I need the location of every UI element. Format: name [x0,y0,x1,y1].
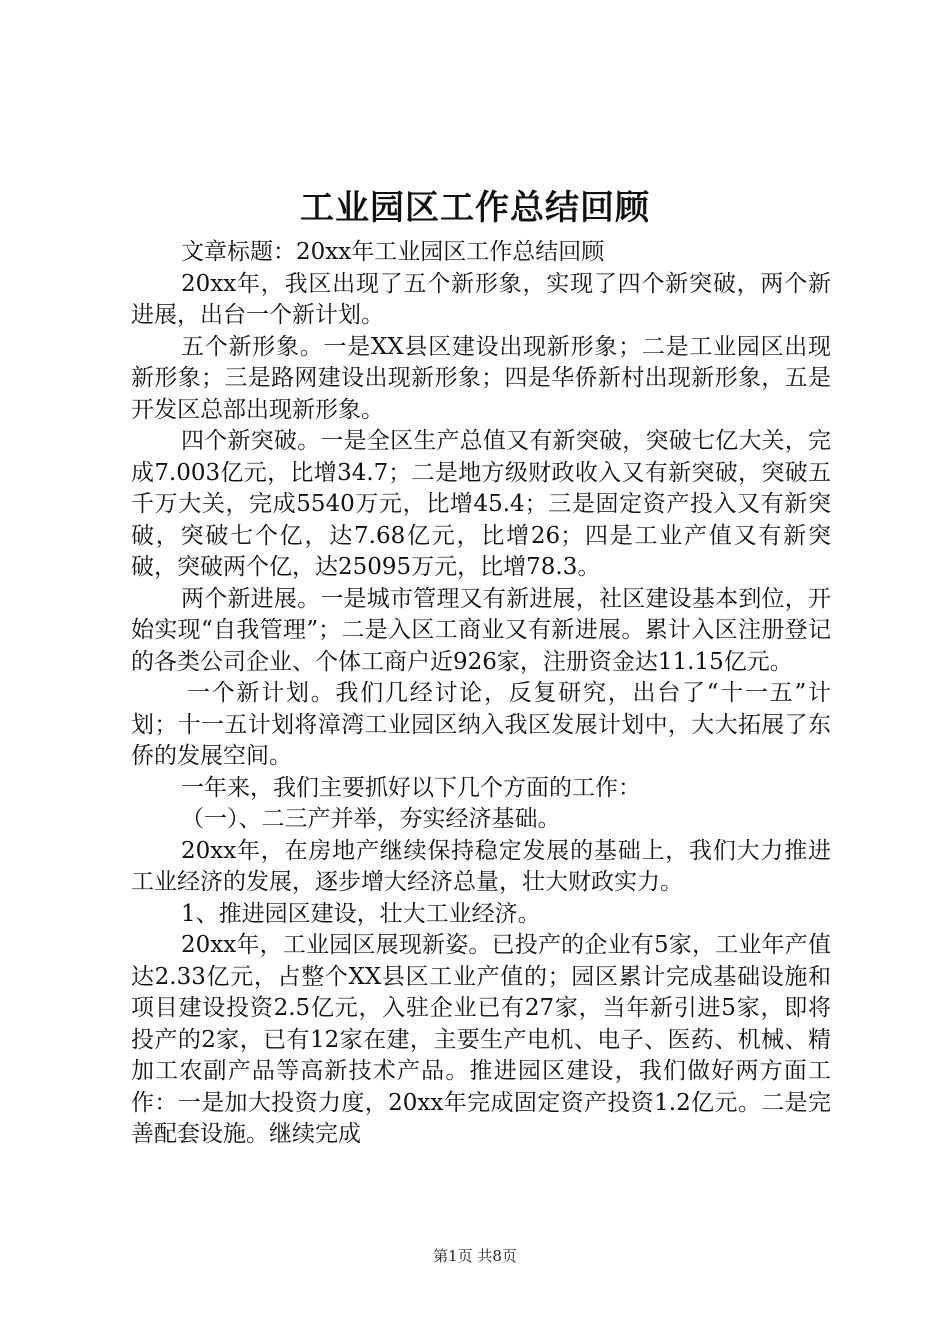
section-heading-1: （一）、二三产并举，夯实经济基础。 [181,806,561,832]
paragraph-work-intro: 一年来，我们主要抓好以下几个方面的工作： [181,774,641,801]
page-number-footer: 第1页 共8页 [433,1247,517,1265]
paragraph-two-progress: 两个新进展。一是城市管理又有新进展，社区建设基本到位，开始实现“自我管理”；二是入区工商业又有新进展。累计入区注册登记的各类公司企业、个体工商户近926家，注册资金达11.15亿元。 [131,585,831,675]
document-title: 工业园区工作总结回顾 [300,188,650,228]
paragraph-industry-economy: 20xx年，在房地产继续保持稳定发展的基础上，我们大力推进工业经济的发展，逐步增大经济总量，壮大财政实力。 [131,837,831,895]
paragraph-five-images: 五个新形象。一是XX县区建设出现新形象；二是工业园区出现新形象；三是路网建设出现新形象；四是华侨新村出现新形象，五是开发区总部出现新形象。 [131,333,831,423]
paragraph-article-title: 文章标题：20xx年工业园区工作总结回顾 [181,239,605,265]
document-body [131,237,831,1151]
paragraph-park-development: 20xx年，工业园区展现新姿。已投产的企业有5家，工业年产值达2.33亿元，占整个XX县区工业产值的；园区累计完成基础设施和项目建设投资2.5亿元，入驻企业已有27家，当年新引进5家，即将投产的2家，已有12家在建，主要生产电机、电子、医药、机械、精加工农副产品等高新技术产品。推进园区建设，我们做好两方面工作：一是加大投资力度，20xx年完成固定资产投资1.2亿元。二是完善配套设施。继续完成 [131,932,831,1147]
paragraph-summary: 20xx年，我区出现了五个新形象，实现了四个新突破，两个新进展，出台一个新计划。 [131,270,831,328]
subsection-heading-1: 1、推进园区建设，壮大工业经济。 [181,900,541,927]
paragraph-new-plan: 一个新计划。我们几经讨论，反复研究，出台了“十一五”计划；十一五计划将漳湾工业园区纳入我区发展计划中，大大拓展了东侨的发展空间。 [131,680,831,769]
paragraph-four-breakthroughs: 四个新突破。一是全区生产总值又有新突破，突破七亿大关，完成7.003亿元，比增34.7；二是地方级财政收入又有新突破，突破五千万大关，完成5540万元，比增45.4；三是固定资产投入又有新突破，突破七个亿，达7.68亿元，比增26；四是工业产值又有新突破，突破两个亿，达25095万元，比增78.3。 [131,428,831,580]
